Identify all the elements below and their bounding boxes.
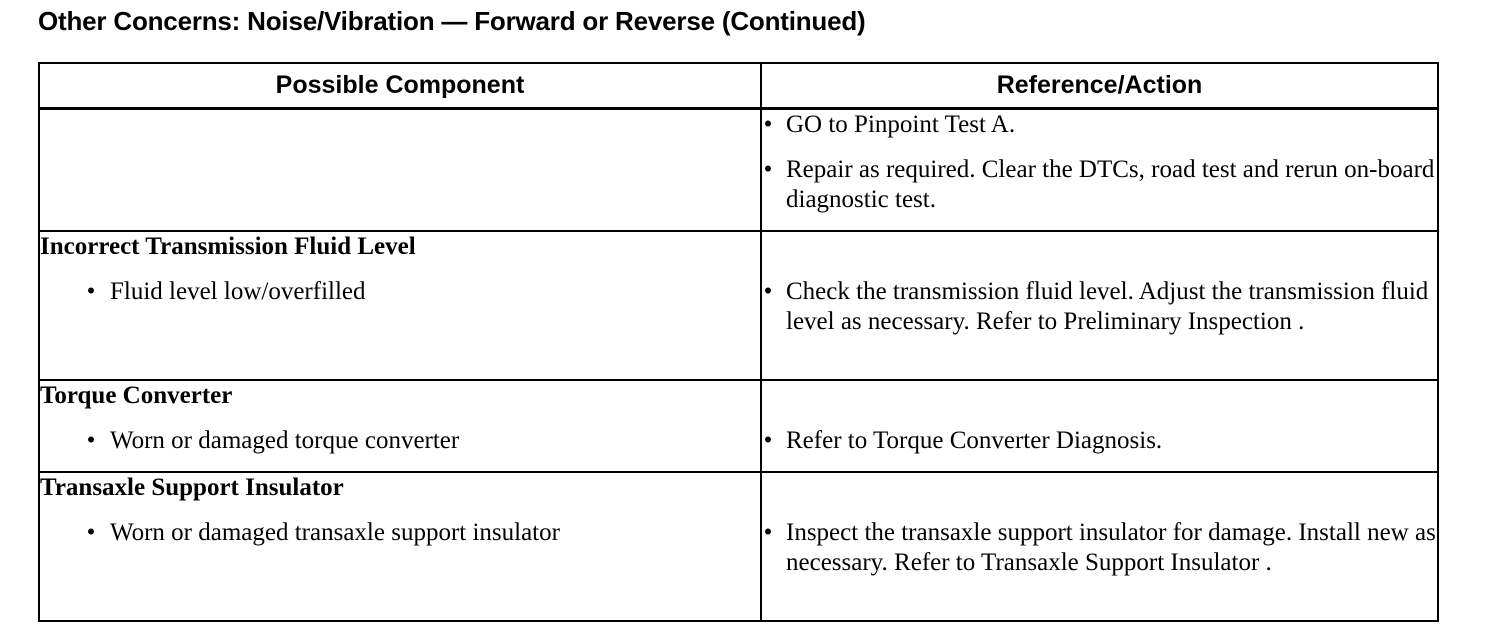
action-text: Inspect the transaxle support insulator for damage. Install new as necessary. Refer to Transaxle Support Insulator . — [786, 519, 1436, 576]
component-item-text: Fluid level low/overfilled — [110, 278, 366, 305]
bullet-icon: • — [86, 427, 96, 454]
component-title: Transaxle Support Insulator — [40, 474, 344, 501]
table-row — [39, 380, 1438, 472]
page-title: Other Concerns: Noise/Vibration — Forward or Reverse (Continued) — [38, 6, 866, 36]
component-item-text: Worn or damaged transaxle support insulator — [110, 519, 560, 546]
bullet-icon: • — [763, 519, 773, 546]
component-cell — [39, 231, 761, 380]
action-item — [762, 110, 1437, 140]
table-header-row — [39, 63, 1438, 109]
action-text: GO to Pinpoint Test A. — [786, 111, 1016, 138]
bullet-icon: • — [86, 519, 96, 546]
concerns-table — [38, 62, 1439, 622]
component-cell — [39, 472, 761, 621]
bullet-icon: • — [763, 156, 773, 183]
bullet-icon: • — [86, 278, 96, 305]
component-item — [40, 518, 760, 548]
component-title: Torque Converter — [40, 382, 233, 409]
column-header-reference-action: Reference/Action — [761, 63, 1438, 109]
column-header-possible-component: Possible Component — [39, 63, 761, 109]
action-item — [762, 426, 1437, 456]
action-cell — [761, 231, 1438, 380]
table-row — [39, 109, 1438, 232]
action-item — [762, 155, 1437, 215]
component-item — [40, 426, 760, 456]
bullet-icon: • — [763, 278, 773, 305]
component-cell — [39, 109, 761, 232]
action-cell — [761, 380, 1438, 472]
action-cell — [761, 472, 1438, 621]
component-item — [40, 277, 760, 307]
action-text: Refer to Torque Converter Diagnosis. — [786, 427, 1163, 454]
action-item — [762, 518, 1437, 578]
component-item-text: Worn or damaged torque converter — [110, 427, 460, 454]
component-cell — [39, 380, 761, 472]
table-row — [39, 231, 1438, 380]
table-row — [39, 472, 1438, 621]
bullet-icon: • — [763, 111, 773, 138]
action-text: Repair as required. Clear the DTCs, road test and rerun on-board diagnostic test. — [786, 156, 1435, 213]
action-item — [762, 277, 1437, 337]
component-title: Incorrect Transmission Fluid Level — [40, 233, 416, 260]
action-cell — [761, 109, 1438, 232]
bullet-icon: • — [763, 427, 773, 454]
action-text: Check the transmission fluid level. Adjust the transmission fluid level as necessary. Refer to Preliminary Inspection . — [786, 278, 1429, 335]
